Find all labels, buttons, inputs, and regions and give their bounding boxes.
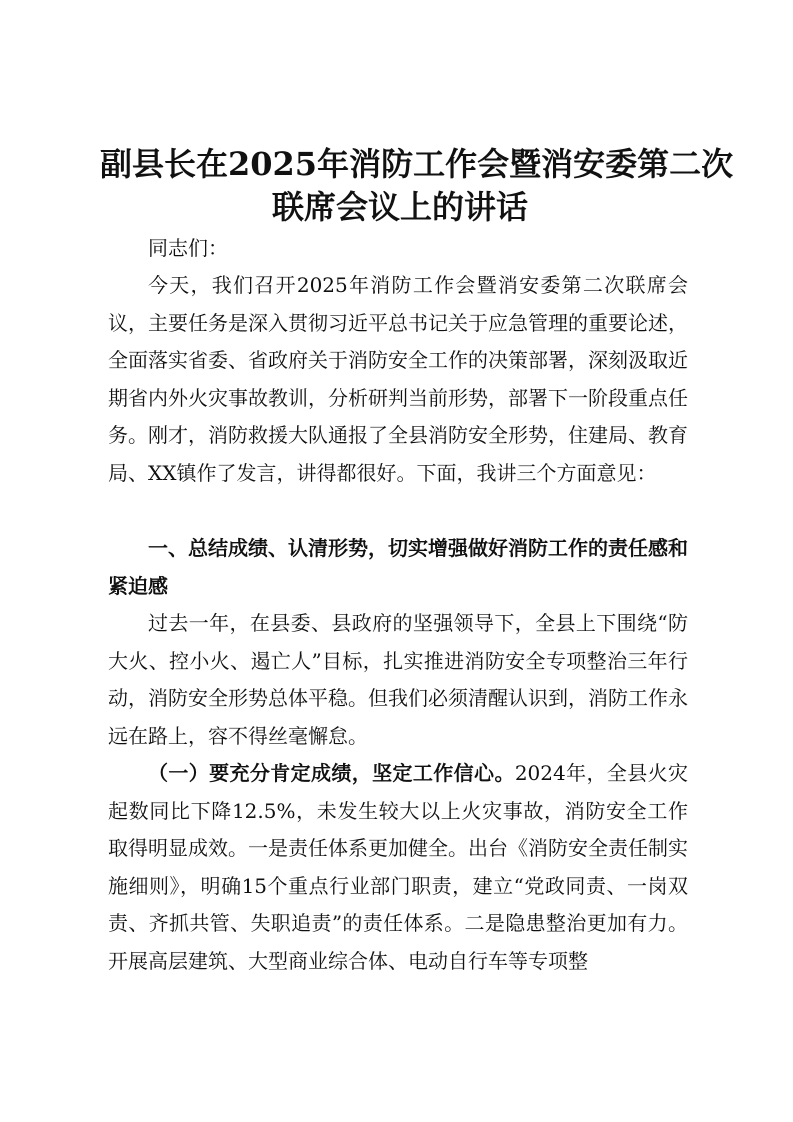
subsection1-heading: （一）要充分肯定成绩，坚定工作信心。 <box>148 761 515 785</box>
subsection1-paragraph <box>108 755 688 980</box>
section1-paragraph: 过去一年，在县委、县政府的坚强领导下，全县上下围绕“防大火、控小火、遏亡人”目标，扎实推进消防安全专项整治三年行动，消防安全形势总体平稳。但我们必须清醒认识到，消防工作永远在路上，容不得丝毫懈怠。 <box>108 611 688 748</box>
salutation: 同志们： <box>148 236 228 260</box>
section1-heading: 一、总结成绩、认清形势，切实增强做好消防工作的责任感和紧迫感 <box>108 536 688 598</box>
intro-paragraph: 今天，我们召开2025年消防工作会暨消安委第二次联席会议，主要任务是深入贯彻习近平总书记关于应急管理的重要论述，全面落实省委、省政府关于消防安全工作的决策部署，深刻汲取近期省内外火灾事故教训，分析研判当前形势，部署下一阶段重点任务。刚才，消防救援大队通报了全县消防安全形势，住建局、教育局、XX镇作了发言，讲得都很好。下面，我讲三个方面意见： <box>108 273 688 485</box>
subsection1-body: 2024年，全县火灾起数同比下降12.5%，未发生较大以上火灾事故，消防安全工作取得明显成效。一是责任体系更加健全。出台《消防安全责任制实施细则》，明确15个重点行业部门职责，建立“党政同责、一岗双责、齐抓共管、失职追责”的责任体系。二是隐患整治更加有力。开展高层建筑、大型商业综合体、电动自行车等专项整 <box>108 761 688 973</box>
document-title-line2: 联席会议上的讲话 <box>271 188 528 226</box>
document-title-line1: 副县长在2025年消防工作会暨消安委第二次 <box>100 145 734 183</box>
